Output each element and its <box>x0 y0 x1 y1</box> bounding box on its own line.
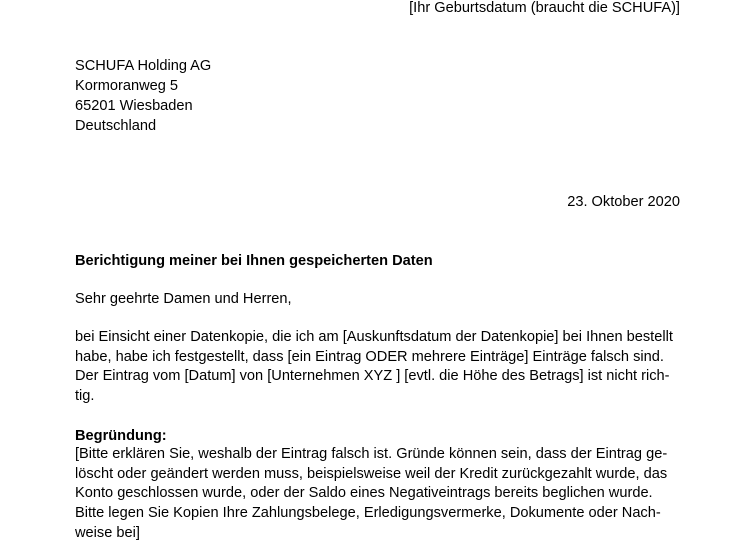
reason-paragraph <box>75 445 685 544</box>
body-line: tig. <box>75 388 95 405</box>
recipient-line: SCHUFA Holding AG <box>75 58 212 74</box>
salutation: Sehr geehrte Damen und Herren, <box>75 291 292 307</box>
reason-line: Konto geschlossen wurde, oder der Saldo eines Negativeintrags bereits beglichen wurde. <box>75 485 653 502</box>
recipient-line: Deutschland <box>75 118 157 134</box>
letter-date: 23. Oktober 2020 <box>567 194 680 210</box>
recipient-line: 65201 Wiesbaden <box>75 98 193 114</box>
reason-line: löscht oder geändert werden muss, beispielsweise weil der Kredit zurückgezahlt wurde, das <box>75 465 668 482</box>
reason-heading: Begründung: <box>75 428 167 444</box>
letter-subject: Berichtigung meiner bei Ihnen gespeicherten Daten <box>75 253 433 269</box>
body-line: Der Eintrag vom [Datum] von [Unternehmen XYZ ] [evtl. die Höhe des Betrags] ist nicht rich- <box>75 368 670 385</box>
body-line: bei Einsicht einer Datenkopie, die ich am [Auskunftsdatum der Datenkopie] bei Ihnen bestellt <box>75 329 673 345</box>
body-line: habe, habe ich festgestellt, dass [ein Eintrag ODER mehrere Einträge] Einträge falsch sind. <box>75 348 664 365</box>
reason-line: Bitte legen Sie Kopien Ihre Zahlungsbelege, Erledigungsvermerke, Dokumente oder Nach- <box>75 505 661 522</box>
recipient-address <box>75 56 211 136</box>
reason-line: weise bei] <box>75 524 140 541</box>
body-paragraph <box>75 328 685 407</box>
reason-line: [Bitte erklären Sie, weshalb der Eintrag falsch ist. Gründe können sein, dass der Eintrag ge- <box>75 446 668 462</box>
sender-birthdate: [Ihr Geburtsdatum (braucht die SCHUFA)] <box>409 0 680 16</box>
recipient-line: Kormoranweg 5 <box>75 78 179 94</box>
